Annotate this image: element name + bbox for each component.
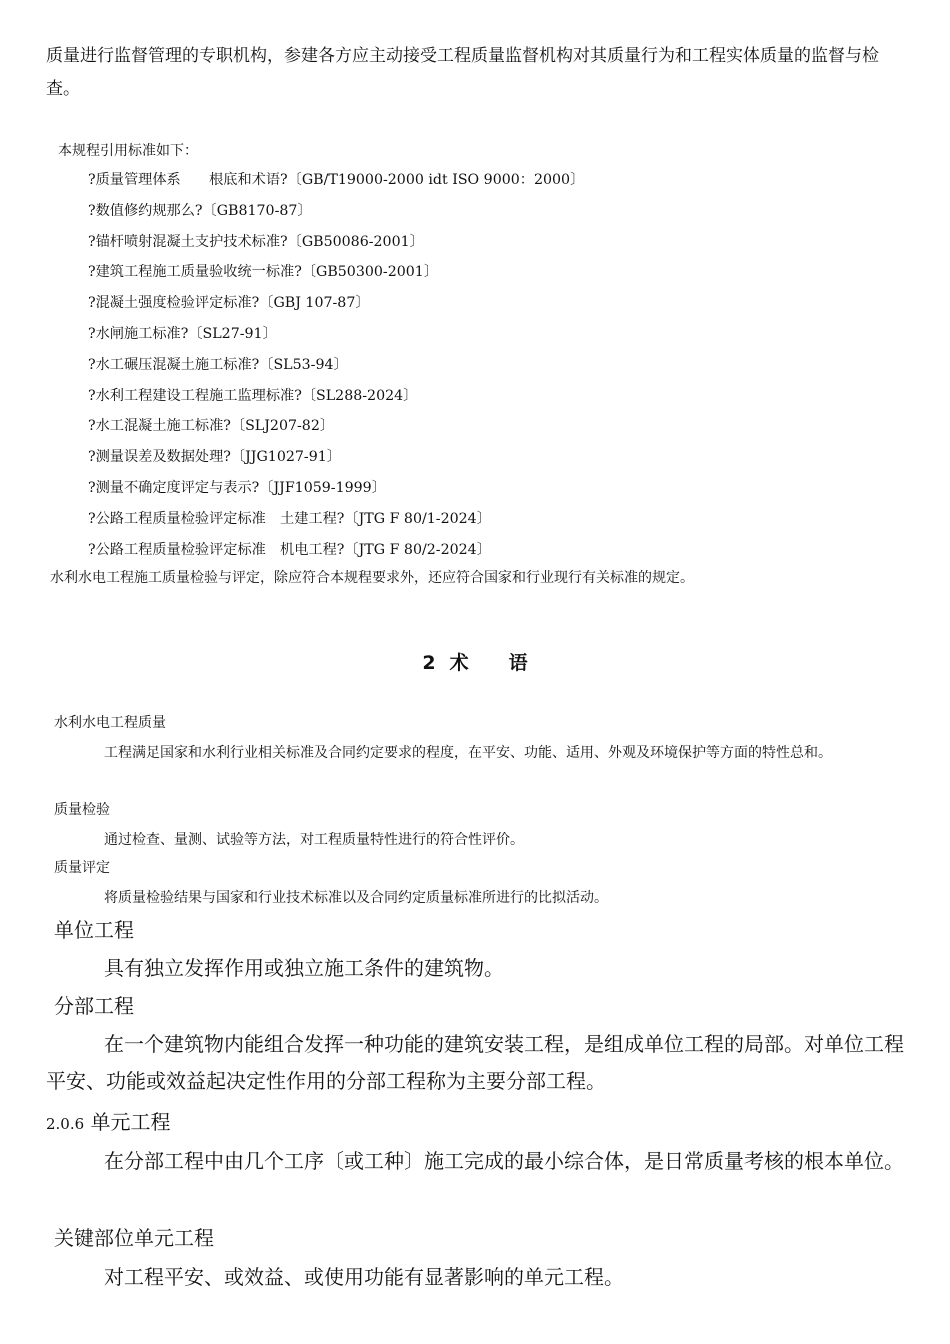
term-definition: 在分部工程中由几个工序〔或工种〕施工完成的最小综合体，是日常质量考核的根本单位。 <box>104 1149 904 1173</box>
reference-item: ?混凝土强度检验评定标准?〔GBJ 107-87〕 <box>88 295 370 312</box>
term-definition: 对工程平安、或效益、或使用功能有显著影响的单元工程。 <box>104 1265 624 1289</box>
reference-item: ?水工混凝土施工标准?〔SLJ207-82〕 <box>88 418 335 435</box>
chapter-title-part1: 术 <box>449 652 469 674</box>
intro-paragraph: 质量进行监督管理的专职机构，参建各方应主动接受工程质量监督机构对其质量行为和工程实体质量的监督与检查。 <box>46 46 879 99</box>
term-heading: 质量检验 <box>54 802 110 818</box>
term-label: 单元工程 <box>90 1110 171 1134</box>
references-note: 水利水电工程施工质量检验与评定，除应符合本规程要求外，还应符合国家和行业现行有关标准的规定。 <box>50 570 694 586</box>
term-definition: 在一个建筑物内能组合发挥一种功能的建筑安装工程，是组成单位工程的局部。对单位工程平安、功能或效益起决定性作用的分部工程称为主要分部工程。 <box>46 1032 904 1093</box>
term-heading: 关键部位单元工程 <box>54 1226 214 1250</box>
reference-item: ?测量不确定度评定与表示?〔JJF1059-1999〕 <box>88 479 386 496</box>
term-definition: 将质量检验结果与国家和行业技术标准以及合同约定质量标准所进行的比拟活动。 <box>104 890 608 906</box>
reference-item: ?锚杆喷射混凝土支护技术标准?〔GB50086-2001〕 <box>88 233 424 250</box>
chapter-number: 2 <box>422 652 436 674</box>
term-heading: 水利水电工程质量 <box>54 715 166 731</box>
reference-item: ?公路工程质量检验评定标准 土建工程?〔JTG F 80/1-2024〕 <box>88 510 491 527</box>
reference-item: ?公路工程质量检验评定标准 机电工程?〔JTG F 80/2-2024〕 <box>88 541 491 558</box>
references-heading: 本规程引用标准如下： <box>58 143 198 159</box>
reference-item: ?测量误差及数据处理?〔JJG1027-91〕 <box>88 449 341 466</box>
term-number: 2.0.6 <box>46 1115 85 1133</box>
reference-item: ?建筑工程施工质量验收统一标准?〔GB50300-2001〕 <box>88 264 439 281</box>
reference-item: ?水闸施工标准?〔SL27-91〕 <box>88 325 277 342</box>
term-heading <box>46 1105 171 1141</box>
references-list <box>88 168 584 568</box>
term-heading: 单位工程 <box>54 918 134 942</box>
term-heading: 分部工程 <box>54 994 134 1018</box>
term-definition: 通过检查、量测、试验等方法，对工程质量特性进行的符合性评价。 <box>104 832 524 848</box>
chapter-title-part2: 语 <box>508 652 528 674</box>
reference-item: ?质量管理体系 根底和术语?〔GB/T19000-2000 idt ISO 9000：2000〕 <box>88 172 585 188</box>
reference-item: ?数值修约规那么?〔GB8170-87〕 <box>88 202 312 219</box>
reference-item: ?水利工程建设工程施工监理标准?〔SL288-2024〕 <box>88 387 418 404</box>
term-definition: 具有独立发挥作用或独立施工条件的建筑物。 <box>104 956 504 980</box>
term-heading: 质量评定 <box>54 860 110 876</box>
chapter-heading <box>0 648 950 678</box>
term-definition: 工程满足国家和水利行业相关标准及合同约定要求的程度，在平安、功能、适用、外观及环境保护等方面的特性总和。 <box>104 745 832 761</box>
reference-item: ?水工碾压混凝土施工标准?〔SL53-94〕 <box>88 356 348 373</box>
